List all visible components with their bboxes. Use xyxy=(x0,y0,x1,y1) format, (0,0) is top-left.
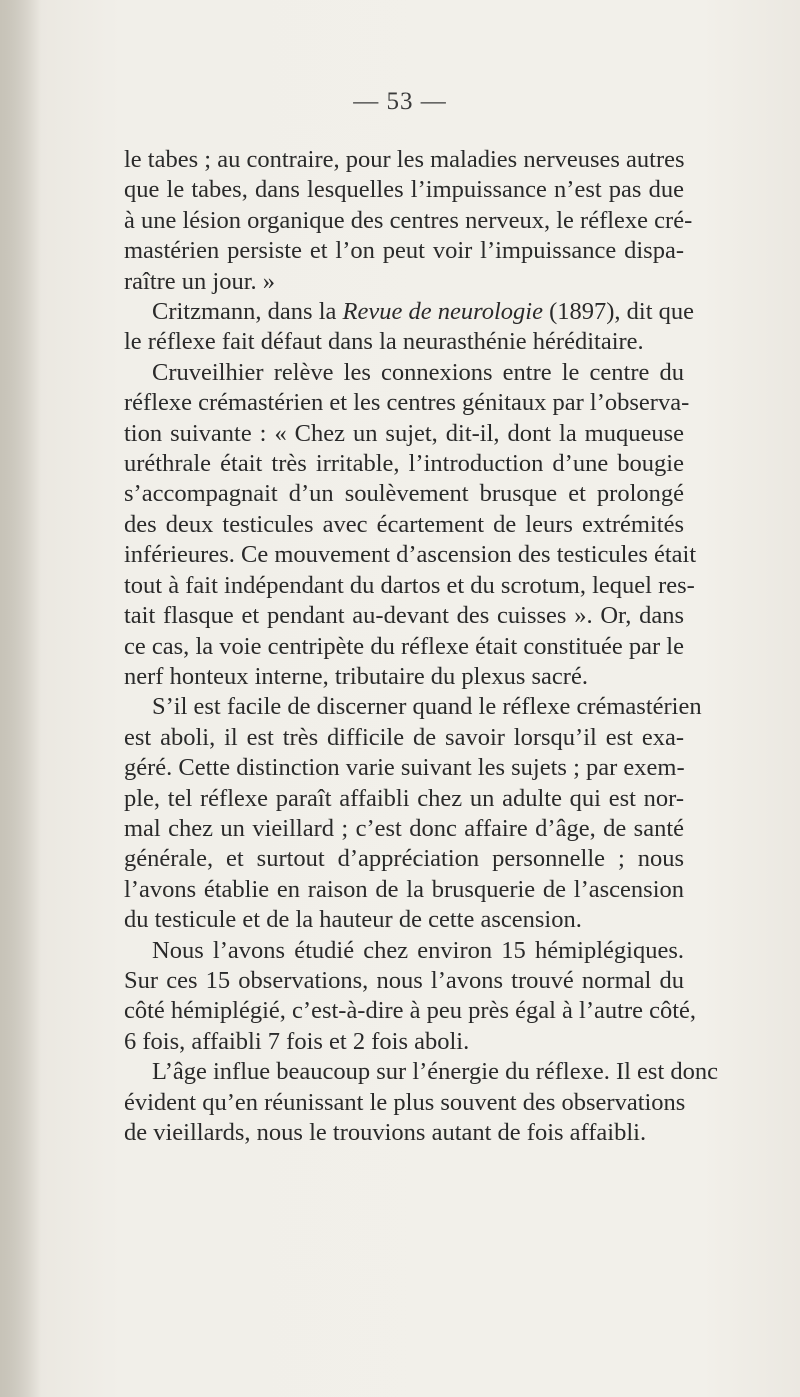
text-line: L’âge influe beaucoup sur l’énergie du réflexe. Il est donc xyxy=(152,1058,719,1086)
text-line: tait flasque et pendant au-devant des cuisses ». Or, dans xyxy=(124,602,684,630)
text-line: ple, tel réflexe paraît affaibli chez un adulte qui est nor- xyxy=(124,784,684,812)
text-line: S’il est facile de discerner quand le réflexe crémastérien xyxy=(152,693,702,721)
text-line: géré. Cette distinction varie suivant les sujets ; par exem- xyxy=(124,754,685,782)
journal-title: Revue de neurologie xyxy=(342,298,543,326)
text-line: ce cas, la voie centripète du réflexe était constituée par le xyxy=(124,632,684,660)
text-line: mastérien persiste et l’on peut voir l’impuissance dispa- xyxy=(124,237,684,265)
text-line: des deux testicules avec écartement de leurs extrémités xyxy=(124,510,684,538)
body-text xyxy=(124,145,719,1148)
text-line: le réflexe fait défaut dans la neurasthénie héréditaire. xyxy=(124,328,644,356)
paragraph xyxy=(124,297,695,358)
paragraph xyxy=(124,1057,719,1148)
text-line: Sur ces 15 observations, nous l’avons trouvé normal du xyxy=(124,966,684,994)
paragraph xyxy=(124,145,693,297)
text-line: raître un jour. » xyxy=(124,267,276,295)
text-line: à une lésion organique des centres nerveux, le réflexe cré- xyxy=(124,206,693,234)
text-line: uréthrale était très irritable, l’introduction d’une bougie xyxy=(124,450,684,478)
text-line: du testicule et de la hauteur de cette ascension. xyxy=(124,906,582,934)
text-line: que le tabes, dans lesquelles l’impuissance n’est pas due xyxy=(124,176,684,204)
paragraph xyxy=(124,692,702,935)
text-line: de vieillards, nous le trouvions autant de fois affaibli. xyxy=(124,1119,647,1146)
text-line: tout à fait indépendant du dartos et du scrotum, lequel res- xyxy=(124,571,695,599)
paragraph xyxy=(124,936,697,1058)
text-line: réflexe crémastérien et les centres génitaux par l’observa- xyxy=(124,389,690,417)
paragraph xyxy=(124,358,697,692)
text-line: nerf honteux interne, tributaire du plexus sacré. xyxy=(124,662,588,690)
text-line: tion suivante : « Chez un sujet, dit-il, dont la muqueuse xyxy=(124,419,684,447)
text-line: Cruveilhier relève les connexions entre le centre du xyxy=(152,358,684,386)
text-line: est aboli, il est très difficile de savoir lorsqu’il est exa- xyxy=(124,723,684,751)
text-line: mal chez un vieillard ; c’est donc affaire d’âge, de santé xyxy=(124,814,684,842)
text-line: le tabes ; au contraire, pour les maladies nerveuses autres xyxy=(124,146,685,173)
text-line: Critzmann, dans la Revue de neurologie (1897), dit que xyxy=(152,298,695,326)
text-line: s’accompagnait d’un soulèvement brusque et prolongé xyxy=(124,480,684,508)
text-line: l’avons établie en raison de la brusquerie de l’ascension xyxy=(124,875,684,903)
page-gutter-shadow xyxy=(0,0,42,1397)
text-line: générale, et surtout d’appréciation personnelle ; nous xyxy=(124,845,684,873)
text-line: côté hémiplégié, c’est-à-dire à peu près égal à l’autre côté, xyxy=(124,997,697,1025)
text-line: inférieures. Ce mouvement d’ascension des testicules était xyxy=(124,541,697,569)
text-line: évident qu’en réunissant le plus souvent des observations xyxy=(124,1088,686,1116)
page-number: — 53 — xyxy=(353,88,447,115)
text-line: 6 fois, affaibli 7 fois et 2 fois aboli. xyxy=(124,1027,470,1055)
text-line: Nous l’avons étudié chez environ 15 hémiplégiques. xyxy=(152,936,684,964)
